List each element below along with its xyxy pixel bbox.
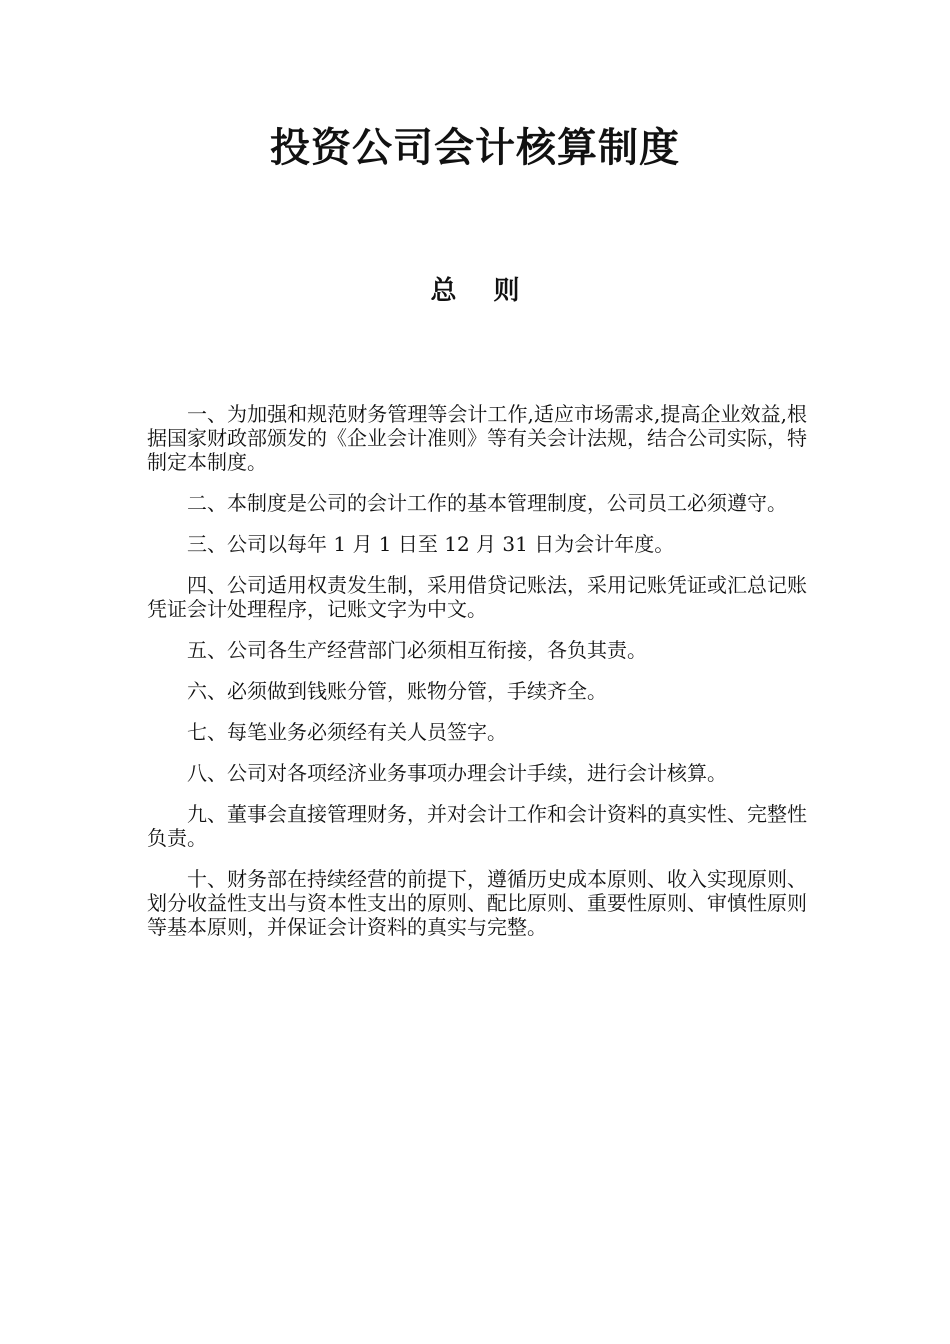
paragraph-2: 二、本制度是公司的会计工作的基本管理制度，公司员工必须遵守。 bbox=[187, 491, 787, 515]
paragraph-6: 六、必须做到钱账分管，账物分管，手续齐全。 bbox=[187, 679, 607, 703]
paragraph-8: 八、公司对各项经济业务事项办理会计手续，进行会计核算。 bbox=[187, 761, 727, 785]
document-body bbox=[147, 402, 807, 956]
paragraph-7: 七、每笔业务必须经有关人员签字。 bbox=[187, 720, 507, 744]
section-title: 总 则 bbox=[430, 276, 534, 306]
paragraph-9: 九、董事会直接管理财务，并对会计工作和会计资料的真实性、完整性负责。 bbox=[147, 802, 807, 850]
document-title: 投资公司会计核算制度 bbox=[270, 124, 680, 171]
paragraph-3: 三、公司以每年 1 月 1 日至 12 月 31 日为会计年度。 bbox=[187, 532, 675, 556]
paragraph-4: 四、公司适用权责发生制，采用借贷记账法，采用记账凭证或汇总记账凭证会计处理程序，记账文字为中文。 bbox=[147, 573, 807, 621]
paragraph-5: 五、公司各生产经营部门必须相互衔接，各负其责。 bbox=[187, 638, 647, 662]
paragraph-1: 一、为加强和规范财务管理等会计工作,适应市场需求,提高企业效益,根据国家财政部颁发的《企业会计准则》等有关会计法规，结合公司实际，特制定本制度。 bbox=[147, 402, 807, 474]
paragraph-10: 十、财务部在持续经营的前提下，遵循历史成本原则、收入实现原则、划分收益性支出与资本性支出的原则、配比原则、重要性原则、审慎性原则等基本原则，并保证会计资料的真实与完整。 bbox=[147, 867, 807, 939]
